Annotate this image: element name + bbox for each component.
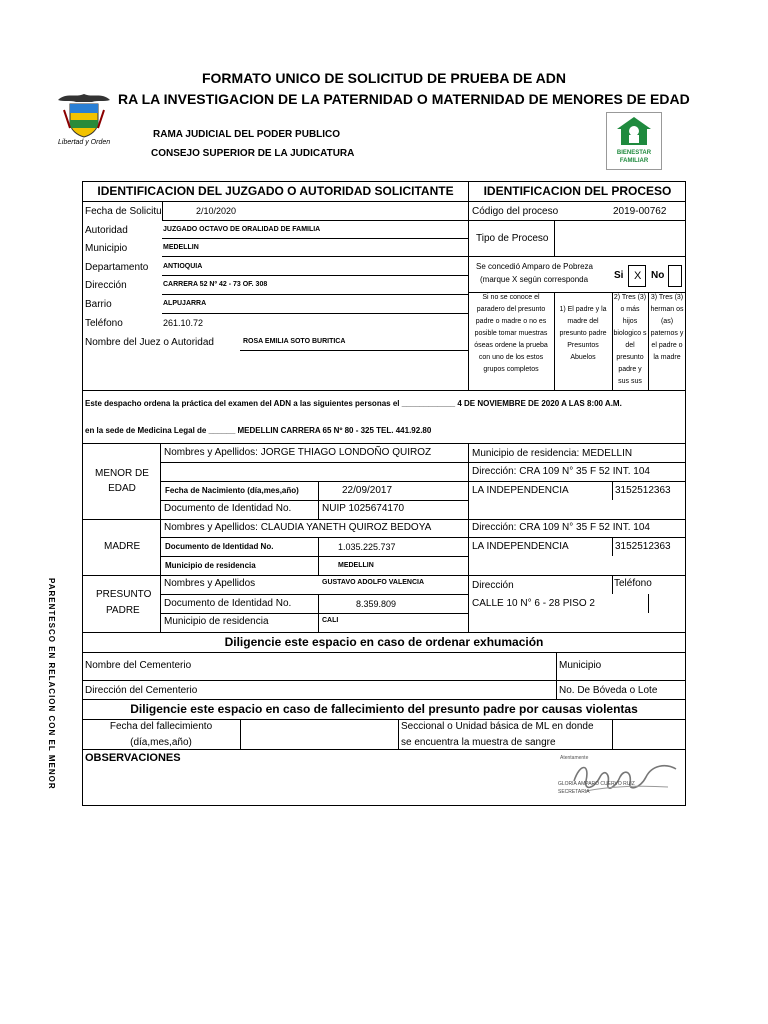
org-name-1: RAMA JUDICIAL DEL PODER PUBLICO (153, 129, 341, 140)
padre-municipio-value: CALI (322, 617, 339, 624)
logo-text: BIENESTAR FAMILIAR (616, 150, 652, 164)
bienestar-familiar-logo (606, 112, 662, 170)
order-text-2: en la sede de Medicina Legal de ______ MEDELLIN CARRERA 65 Nº 80 - 325 TEL. 441.92.80 (85, 426, 432, 435)
padre-direccion-label: Dirección (472, 580, 514, 591)
grupo-1-abuelos: 1) El padre y la madre del presunto padre Presuntos Abuelos (559, 306, 607, 361)
order-text-1: Este despacho ordena la práctica del examen del ADN a las siguientes personas el ____________ 4 DE NOVIEMBRE DE 2020 A LAS 8:00 A.M. (85, 399, 622, 408)
padre-label-2: PADRE (106, 605, 140, 616)
menor-label: MENOR DE EDAD (95, 468, 149, 494)
juez-value: ROSA EMILIA SOTO BURITICA (243, 338, 346, 345)
si-label: Si (614, 270, 624, 281)
telefono-label: Teléfono (85, 318, 123, 329)
madre-doc-label: Documento de Identidad No. (165, 542, 274, 551)
fallecimiento-heading: Diligencie este espacio en caso de fallecimiento del presunto padre por causas violentas (130, 702, 638, 716)
grupo-2-hijos: 2) Tres (3) o más hijos biologico s del presunto padre y sus sus (613, 294, 647, 385)
padre-label-1: PRESUNTO (96, 589, 152, 600)
stamp-top: Atentamente (560, 755, 589, 761)
signature-stamp (556, 751, 684, 803)
madre-doc-value: 1.035.225.737 (338, 542, 396, 552)
municipio-cementerio-label: Municipio (559, 660, 602, 671)
madre-municipio-label: Municipio de residencia (165, 561, 256, 570)
no-label: No (651, 270, 665, 281)
parentesco-side-label: PARENTESCO EN RELACION CON EL MENOR (47, 578, 56, 790)
padre-doc-value: 8.359.809 (356, 599, 397, 609)
codigo-proceso-label: Código del proceso (472, 206, 559, 217)
fecha-fallecimiento-label-1: Fecha del fallecimiento (109, 721, 213, 732)
fecha-solicitud-value: 2/10/2020 (196, 206, 237, 216)
madre-label: MADRE (104, 541, 141, 552)
menor-doc-value: NUIP 1025674170 (322, 503, 405, 514)
seccional-label-1: Seccional o Unidad básica de ML en donde (401, 721, 594, 732)
observaciones-label: OBSERVACIONES (85, 752, 181, 764)
madre-municipio-value: MEDELLIN (338, 562, 374, 569)
juez-label: Nombre del Juez o Autoridad (85, 337, 214, 348)
municipio-label: Municipio (85, 243, 128, 254)
direccion-label: Dirección (85, 280, 127, 291)
form-title: FORMATO UNICO DE SOLICITUD DE PRUEBA DE ADN (201, 70, 566, 86)
exhumacion-heading: Diligencie este espacio en caso de ordenar exhumación (224, 635, 544, 649)
menor-municipio: Municipio de residencia: MEDELLIN (472, 448, 633, 459)
stamp-name: GLORIA AMPARO CUERVO RUIZ (558, 781, 635, 787)
madre-nombres: Nombres y Apellidos: CLAUDIA YANETH QUIROZ BEDOYA (164, 522, 432, 533)
padre-doc-label: Documento de Identidad No. (164, 598, 292, 609)
si-mark: X (634, 270, 642, 282)
seccional-label-2: se encuentra la muestra de sangre (401, 737, 556, 748)
padre-nombres-value: GUSTAVO ADOLFO VALENCIA (322, 579, 425, 586)
padre-nombres-label: Nombres y Apellidos (164, 578, 256, 589)
tipo-proceso-label: Tipo de Proceso (476, 233, 549, 244)
padre-telefono-label: Teléfono (614, 578, 652, 589)
menor-fecha-label: Fecha de Nacimiento (día,mes,año) (165, 486, 299, 495)
menor-fecha-value: 22/09/2017 (342, 485, 393, 496)
stamp-role: SECRETARIA (558, 789, 590, 795)
coat-of-arms-logo (54, 88, 114, 150)
padre-direccion-value: CALLE 10 N° 6 - 28 PISO 2 (472, 598, 595, 609)
proceso-heading: IDENTIFICACION DEL PROCESO (483, 184, 672, 198)
menor-doc-label: Documento de Identidad No. (164, 503, 292, 514)
municipio-value: MEDELLIN (163, 244, 199, 251)
no-checkbox[interactable] (668, 265, 682, 287)
menor-direccion: Dirección: CRA 109 N° 35 F 52 INT. 104 (472, 466, 650, 477)
madre-barrio: LA INDEPENDENCIA (472, 541, 569, 552)
padre-municipio-label: Municipio de residencia (164, 616, 269, 627)
amparo-label-2: (marque X según corresponda (480, 275, 589, 284)
fecha-fallecimiento-label-2: (día,mes,año) (130, 737, 192, 748)
madre-direccion: Dirección: CRA 109 N° 35 F 52 INT. 104 (472, 522, 650, 533)
direccion-cementerio-label: Dirección del Cementerio (85, 685, 198, 696)
menor-telefono: 3152512363 (615, 485, 671, 496)
grupo-3-hermanos: 3) Tres (3) herman os (as) paternos y el padre o la madre (650, 294, 684, 361)
amparo-label-1: Se concedió Amparo de Pobreza (476, 262, 593, 271)
fecha-solicitud-label: Fecha de Solicitu (85, 206, 162, 217)
autoridad-label: Autoridad (85, 225, 128, 236)
shield-motto: Libertad y Orden (58, 139, 111, 146)
madre-telefono: 3152512363 (615, 541, 671, 552)
grupo-note: Si no se conoce el paradero del presunto padre o madre o no es posible tomar muestras óseas ordene la prueba con uno de los estos grupos completos (474, 294, 548, 373)
barrio-label: Barrio (85, 299, 112, 310)
autoridad-value: JUZGADO OCTAVO DE ORALIDAD DE FAMILIA (163, 226, 321, 233)
menor-barrio: LA INDEPENDENCIA (472, 485, 569, 496)
form-subtitle: RA LA INVESTIGACION DE LA PATERNIDAD O MATERNIDAD DE MENORES DE EDAD (118, 91, 690, 107)
direccion-value: CARRERA 52 Nº 42 - 73 OF. 308 (163, 281, 268, 288)
cementerio-label: Nombre del Cementerio (85, 660, 192, 671)
telefono-value: 261.10.72 (163, 318, 204, 328)
boveda-label: No. De Bóveda o Lote (559, 685, 658, 696)
org-name-2: CONSEJO SUPERIOR DE LA JUDICATURA (151, 148, 355, 159)
codigo-proceso-value: 2019-00762 (613, 206, 667, 217)
departamento-value: ANTIOQUIA (163, 263, 203, 270)
barrio-value: ALPUJARRA (163, 300, 207, 307)
juzgado-heading: IDENTIFICACION DEL JUZGADO O AUTORIDAD SOLICITANTE (97, 184, 454, 198)
menor-nombres: Nombres y Apellidos: JORGE THIAGO LONDOÑO QUIROZ (164, 447, 432, 458)
departamento-label: Departamento (85, 262, 149, 273)
